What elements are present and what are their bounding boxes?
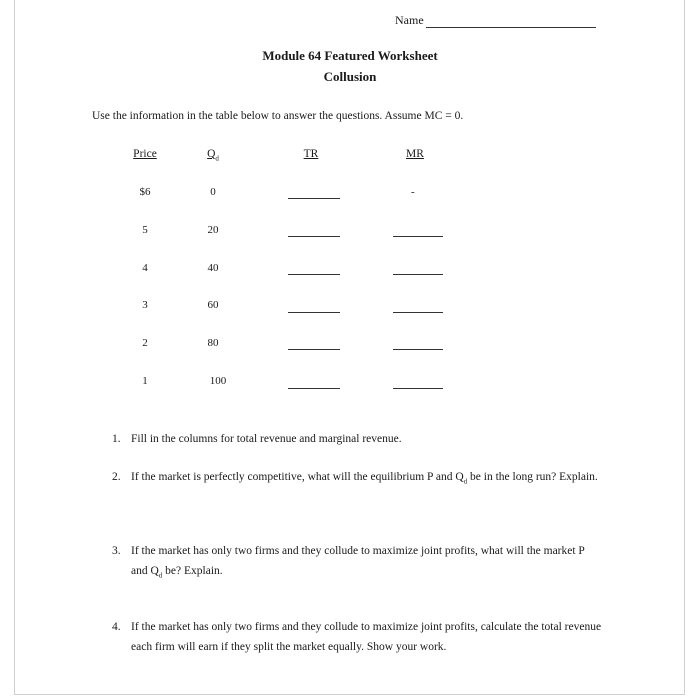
mr-dash: - (411, 186, 415, 198)
tr-blank (288, 388, 340, 389)
worksheet-subtitle: Collusion (323, 69, 377, 84)
question-3 (112, 541, 602, 585)
header-price: Price (133, 148, 157, 160)
header-qd: $Q_d$ (207, 148, 219, 163)
price-cell: 4 (142, 262, 148, 274)
qd-cell: 20 (207, 224, 219, 236)
name-label: Name (395, 13, 424, 27)
mr-blank (393, 312, 443, 313)
qd-cell: 60 (207, 299, 219, 311)
question-number: 2. (112, 471, 121, 483)
price-cell: 3 (142, 299, 148, 311)
page-frame (14, 0, 685, 695)
name-field (395, 13, 596, 28)
qd-cell: 100 (209, 375, 227, 387)
mr-blank (393, 388, 443, 389)
tr-blank (288, 198, 340, 199)
worksheet-title: Module 64 Featured Worksheet (262, 48, 438, 63)
question-2 (112, 467, 602, 491)
price-cell: 2 (142, 337, 148, 349)
mr-blank (393, 349, 443, 350)
question-text: Fill in the columns for total revenue and marginal revenue. (131, 433, 402, 445)
price-cell: 1 (142, 375, 148, 387)
question-4 (112, 617, 602, 657)
tr-blank (288, 236, 340, 237)
instructions: Use the information in the table below to answer the questions. Assume MC = 0. (92, 110, 464, 122)
question-number: 4. (112, 621, 121, 633)
question-number: 3. (112, 545, 121, 557)
tr-blank (288, 312, 340, 313)
question-text: If the market has only two firms and they collude to maximize joint profits, what will the market P and $Q_d$ be? Explain. (131, 545, 585, 580)
mr-blank (393, 236, 443, 237)
question-1 (112, 429, 602, 449)
price-cell: $6 (139, 186, 151, 198)
qd-cell: 0 (210, 186, 216, 198)
tr-blank (288, 349, 340, 350)
name-line (426, 15, 596, 28)
header-mr: MR (406, 148, 424, 160)
question-number: 1. (112, 433, 121, 445)
question-text: If the market is perfectly competitive, what will the equilibrium P and $Q_d$ be in the long run? Explain. (131, 471, 598, 486)
qd-cell: 80 (207, 337, 219, 349)
header-tr: TR (303, 148, 319, 160)
price-cell: 5 (142, 224, 148, 236)
tr-blank (288, 274, 340, 275)
question-text: If the market has only two firms and they collude to maximize joint profits, calculate the total revenue each firm will earn if they split the market equally. Show your work. (131, 621, 602, 653)
mr-blank (393, 274, 443, 275)
qd-cell: 40 (207, 262, 219, 274)
